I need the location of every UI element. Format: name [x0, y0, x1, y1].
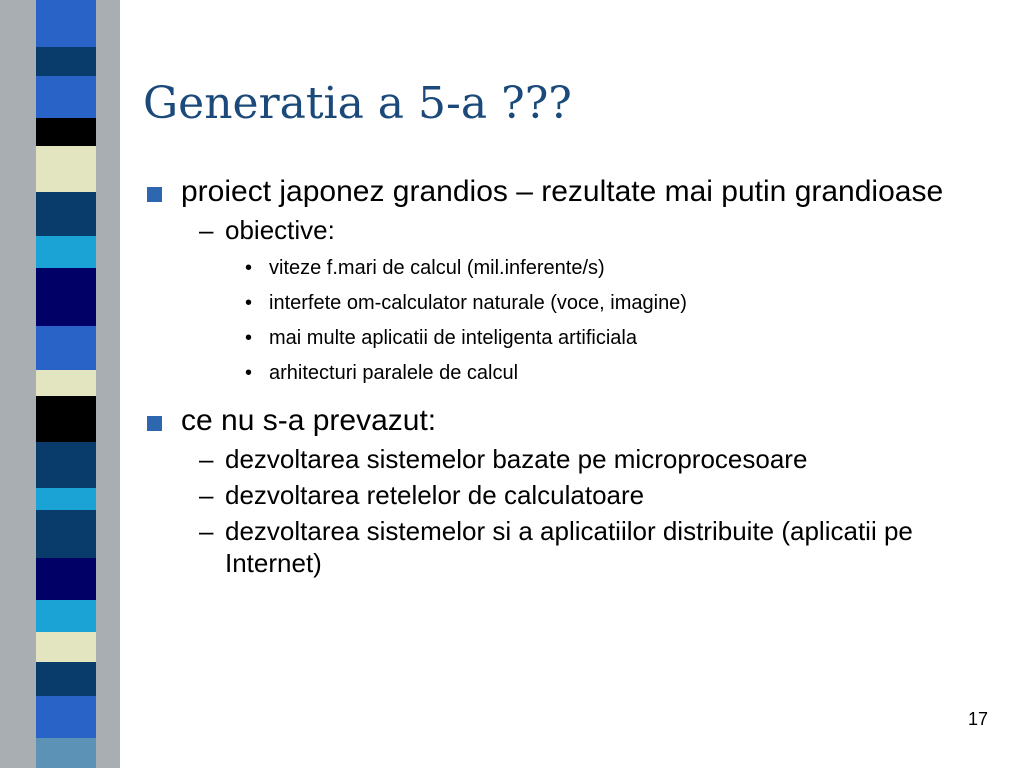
- dot-marker: •: [245, 292, 253, 314]
- sub-sub-bullet-text: mai multe aplicatii de inteligenta artificiala: [269, 327, 637, 349]
- sub-bullet-text: obiective:: [225, 215, 335, 245]
- stripe-band: [36, 632, 96, 662]
- stripe-band: [36, 488, 96, 510]
- square-bullet-icon: [147, 416, 162, 431]
- sub-sub-bullet-item: [143, 325, 1003, 351]
- dot-marker: •: [245, 362, 253, 384]
- sub-sub-bullet-item: [143, 255, 1003, 281]
- sub-sub-bullet-text: arhitecturi paralele de calcul: [269, 362, 519, 384]
- dash-marker: –: [199, 444, 214, 474]
- sub-sub-bullet-item: [143, 290, 1003, 316]
- stripe-band: [36, 146, 96, 192]
- dot-marker: •: [245, 327, 253, 349]
- spacer: [143, 395, 1003, 403]
- stripe-band: [36, 47, 96, 76]
- stripe-band: [36, 326, 96, 370]
- bullet-item: [143, 403, 1003, 439]
- sub-bullet-text: dezvoltarea sistemelor si a aplicatiilor distribuite (aplicatii pe Internet): [225, 516, 913, 578]
- bullet-text: proiect japonez grandios – rezultate mai putin grandioase: [181, 175, 944, 208]
- sub-sub-bullet-text: interfete om-calculator naturale (voce, imagine): [269, 292, 687, 314]
- square-bullet-icon: [147, 187, 162, 202]
- page-number: 17: [967, 709, 988, 729]
- stripe-band: [36, 600, 96, 632]
- dash-marker: –: [199, 215, 214, 245]
- slide-title: Generatia a 5-a ???: [143, 78, 572, 129]
- dash-marker: –: [199, 480, 214, 510]
- sub-bullet-item: [143, 214, 1003, 246]
- stripe-bar: [36, 0, 96, 768]
- stripe-band: [36, 268, 96, 296]
- stripe-band: [36, 396, 96, 442]
- stripe-band: [36, 296, 96, 326]
- slide-content: [143, 174, 1003, 583]
- stripe-band: [36, 370, 96, 396]
- stripe-band: [36, 442, 96, 488]
- stripe-band: [36, 118, 96, 146]
- stripe-band: [36, 0, 96, 18]
- stripe-band: [36, 510, 96, 558]
- sub-bullet-item: [143, 479, 1003, 511]
- dot-marker: •: [245, 257, 253, 279]
- stripe-band: [36, 236, 96, 268]
- stripe-band: [36, 192, 96, 236]
- sub-bullet-item: [143, 515, 1003, 579]
- stripe-band: [36, 738, 96, 768]
- sub-bullet-text: dezvoltarea sistemelor bazate pe microprocesoare: [225, 444, 808, 474]
- dash-marker: –: [199, 516, 214, 546]
- decorative-stripe: [0, 0, 120, 768]
- sub-sub-bullet-text: viteze f.mari de calcul (mil.inferente/s): [269, 257, 605, 279]
- sub-sub-bullet-item: [143, 360, 1003, 386]
- sub-bullet-item: [143, 443, 1003, 475]
- bullet-item: [143, 174, 1003, 210]
- stripe-band: [36, 18, 96, 47]
- stripe-band: [36, 662, 96, 696]
- stripe-band: [36, 76, 96, 118]
- bullet-text: ce nu s-a prevazut:: [181, 404, 437, 437]
- stripe-band: [36, 696, 96, 738]
- sub-bullet-text: dezvoltarea retelelor de calculatoare: [225, 480, 645, 510]
- stripe-band: [36, 558, 96, 600]
